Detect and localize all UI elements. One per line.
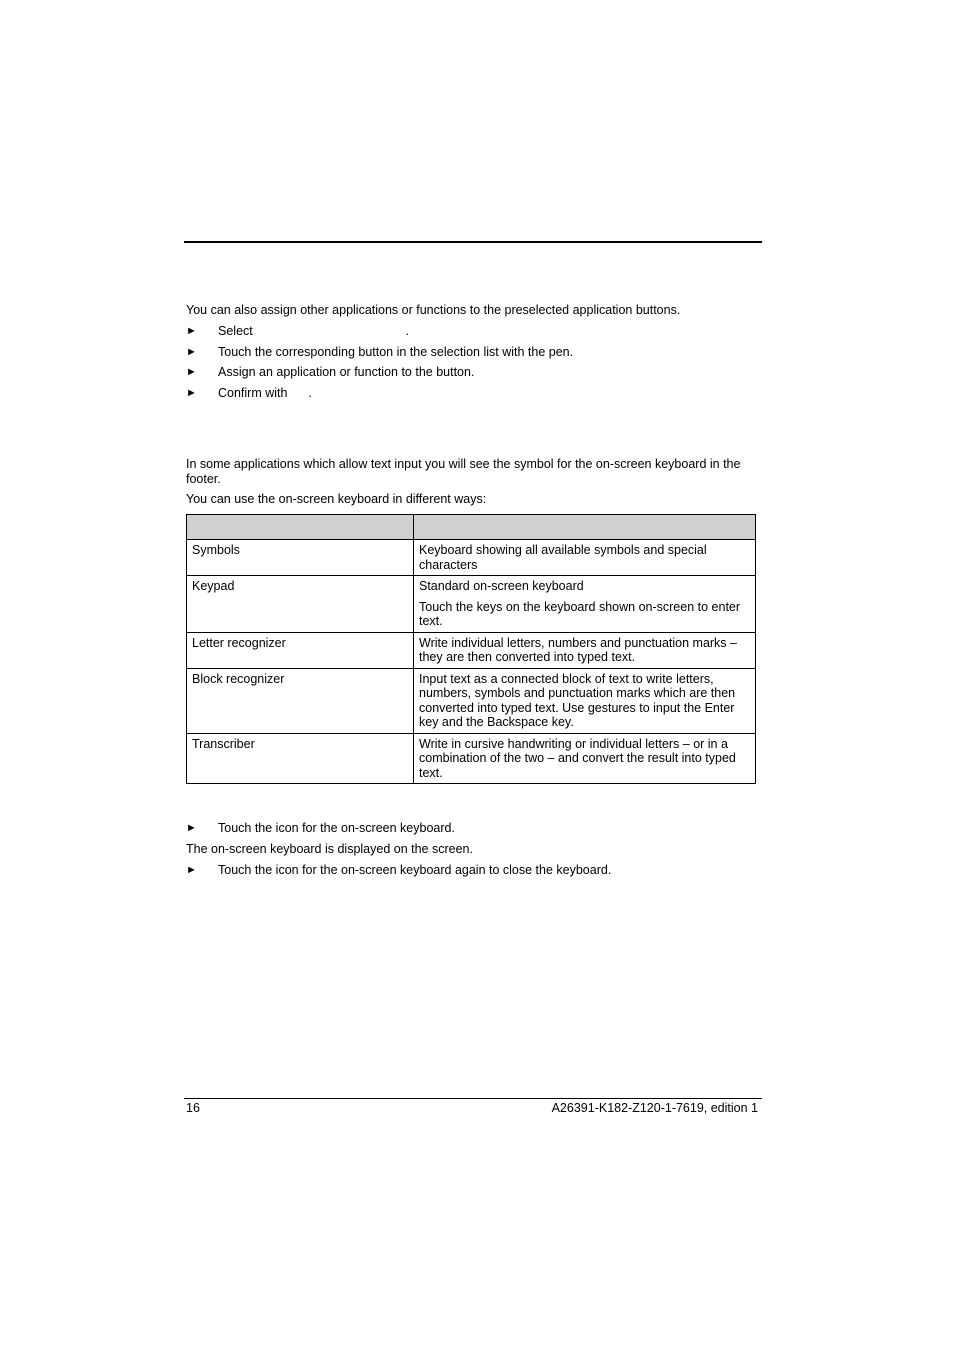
page-number: 16 bbox=[186, 1101, 200, 1115]
mode-name-cell: Letter recognizer bbox=[187, 632, 414, 668]
document-id: A26391-K182-Z120-1-7619, edition 1 bbox=[551, 1101, 758, 1115]
bullet-arrow-icon: ► bbox=[186, 346, 197, 358]
mode-description-text: Touch the keys on the keyboard shown on-screen to enter text. bbox=[419, 599, 741, 628]
step-close-keyboard bbox=[186, 863, 758, 878]
mode-description-text: Write in cursive handwriting or individual letters – or in a combination of the two – and convert the result into typed text. bbox=[419, 736, 736, 780]
intro-paragraph: You can also assign other applications or functions to the preselected application buttons. bbox=[186, 303, 681, 317]
step-text: Touch the icon for the on-screen keyboard again to close the keyboard. bbox=[218, 863, 612, 877]
mode-description-text: Write individual letters, numbers and punctuation marks – they are then converted into typed text. bbox=[419, 635, 737, 664]
step-touch-button bbox=[186, 345, 758, 360]
table-row bbox=[187, 668, 756, 733]
step-text: Assign an application or function to the button. bbox=[218, 365, 475, 379]
bullet-arrow-icon: ► bbox=[186, 387, 197, 399]
mode-description-cell bbox=[414, 540, 756, 576]
mode-description-text: Standard on-screen keyboard bbox=[419, 579, 584, 593]
mode-name-cell: Block recognizer bbox=[187, 668, 414, 733]
bullet-arrow-icon: ► bbox=[186, 822, 197, 834]
mode-description-cell bbox=[414, 733, 756, 784]
step-text: Confirm with . bbox=[218, 386, 312, 400]
footer-rule bbox=[184, 1098, 762, 1099]
step-text: Touch the icon for the on-screen keyboard. bbox=[218, 821, 455, 835]
bullet-arrow-icon: ► bbox=[186, 864, 197, 876]
bullet-arrow-icon: ► bbox=[186, 325, 197, 337]
mode-name-cell: Keypad bbox=[187, 576, 414, 633]
mode-description-text: Keyboard showing all available symbols and special characters bbox=[419, 543, 707, 572]
keyboard-ways-paragraph: You can use the on-screen keyboard in different ways: bbox=[186, 492, 487, 506]
step-text: Select . bbox=[218, 324, 410, 338]
table-row bbox=[187, 733, 756, 784]
mode-description-cell bbox=[414, 632, 756, 668]
mode-name-cell: Symbols bbox=[187, 540, 414, 576]
step-open-keyboard bbox=[186, 821, 758, 836]
header-rule bbox=[184, 241, 762, 243]
step-confirm bbox=[186, 386, 758, 401]
table-row bbox=[187, 576, 756, 633]
table-header-row bbox=[187, 515, 756, 540]
mode-description-cell bbox=[414, 576, 756, 633]
table-header-cell bbox=[187, 515, 414, 540]
mode-name-cell: Transcriber bbox=[187, 733, 414, 784]
keyboard-intro-paragraph: In some applications which allow text input you will see the symbol for the on-screen keyboard in the footer. bbox=[186, 457, 741, 486]
step-select bbox=[186, 324, 758, 339]
mode-description-text: Input text as a connected block of text to write letters, numbers, symbols and punctuation marks which are then converted into typed text. Use gestures to input the Enter key and the Backspace key. bbox=[419, 671, 736, 729]
keyboard-displayed-note: The on-screen keyboard is displayed on the screen. bbox=[186, 842, 473, 856]
input-modes-table bbox=[186, 514, 756, 784]
bullet-arrow-icon: ► bbox=[186, 366, 197, 378]
step-text: Touch the corresponding button in the selection list with the pen. bbox=[218, 345, 574, 359]
table-header-cell bbox=[414, 515, 756, 540]
table-row bbox=[187, 540, 756, 576]
step-assign bbox=[186, 365, 758, 380]
table-row bbox=[187, 632, 756, 668]
mode-description-cell bbox=[414, 668, 756, 733]
